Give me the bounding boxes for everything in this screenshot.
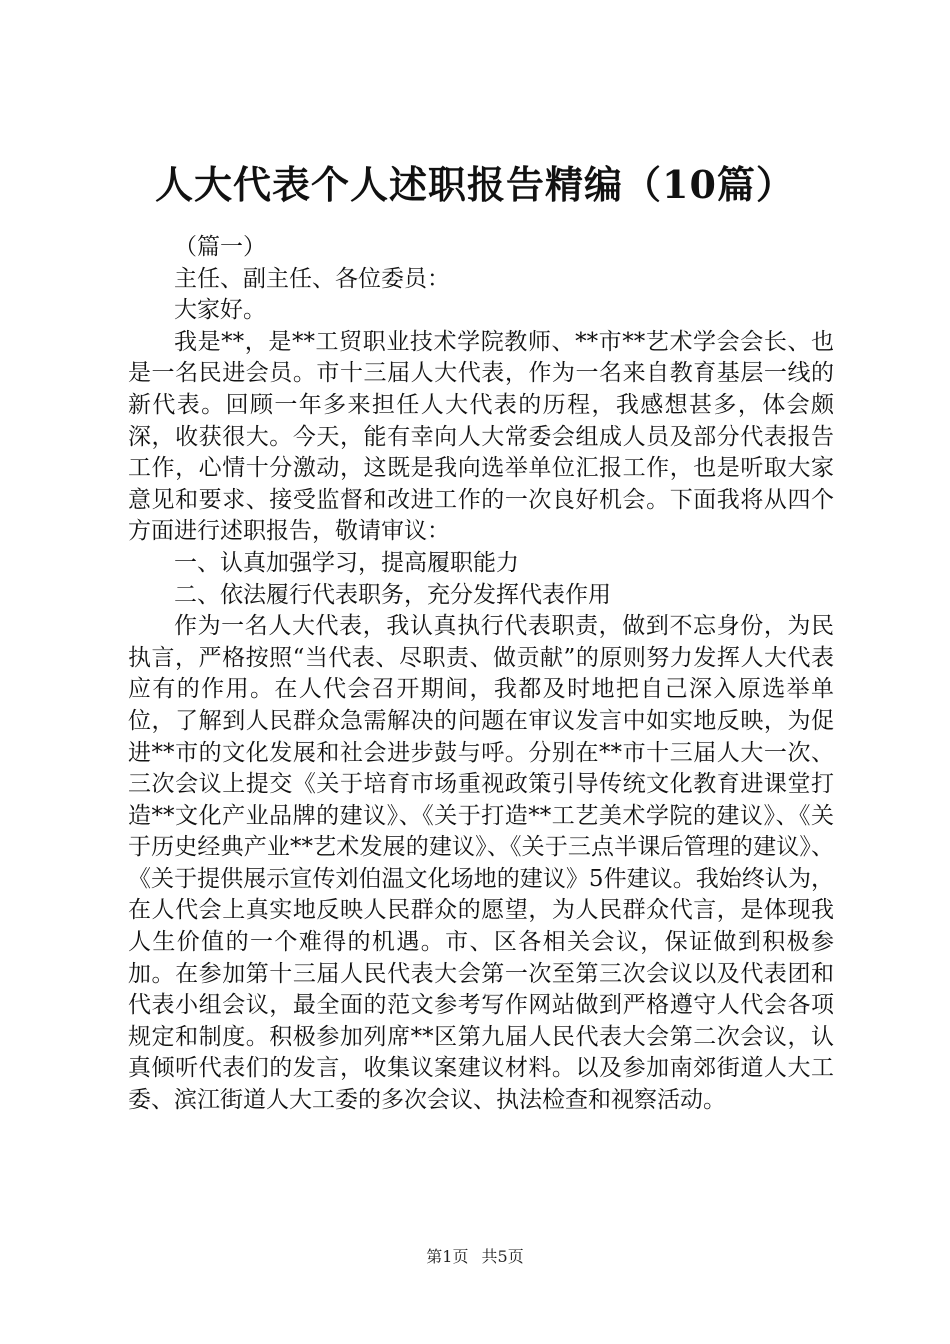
salutation: 主任、副主任、各位委员： bbox=[174, 265, 450, 292]
document-body bbox=[128, 232, 834, 1117]
intro-paragraph: 我是**，是**工贸职业技术学院教师、**市**艺术学会会长、也是一名民进会员。市十三届人大代表，作为一名来自教育基层一线的新代表。回顾一年多来担任人大代表的历程，我感想甚多，体会颇深，收获很大。今天，能有幸向人大常委会组成人员及部分代表报告工作，心情十分激动，这既是我向选举单位汇报工作，也是听取大家意见和要求、接受监督和改进工作的一次良好机会。下面我将从四个方面进行述职报告，敬请审议： bbox=[128, 328, 834, 545]
point-one-heading: 一、认真加强学习，提高履职能力 bbox=[174, 549, 519, 576]
document-title: 人大代表个人述职报告精编（10篇） bbox=[155, 162, 795, 207]
body-paragraph: 作为一名人大代表，我认真执行代表职责，做到不忘身份，为民执言，严格按照“当代表、尽职责、做贡献”的原则努力发挥人大代表应有的作用。在人代会召开期间，我都及时地把自己深入原选举单位，了解到人民群众急需解决的问题在审议发言中如实地反映，为促进**市的文化发展和社会进步鼓与呼。分别在**市十三届人大一次、三次会议上提交《关于培育市场重视政策引导传统文化教育进课堂打造**文化产业品牌的建议》、《关于打造**工艺美术学院的建议》、《关于历史经典产业**艺术发展的建议》、《关于三点半课后管理的建议》、《关于提供展示宣传刘伯温文化场地的建议》5件建议。我始终认为，在人代会上真实地反映人民群众的愿望，为人民群众代言，是体现我人生价值的一个难得的机遇。市、区各相关会议，保证做到积极参加。在参加第十三届人民代表大会第一次至第三次会议以及代表团和代表小组会议，最全面的范文参考写作网站做到严格遵守人代会各项规定和制度。积极参加列席**区第九届人民代表大会第二次会议，认真倾听代表们的发言，收集议案建议材料。以及参加南郊街道人大工委、滨江街道人大工委的多次会议、执法检查和视察活动。 bbox=[128, 613, 834, 1114]
greeting: 大家好。 bbox=[174, 297, 266, 324]
page-number: 第1页 bbox=[426, 1247, 469, 1266]
page-total: 共5页 bbox=[481, 1247, 524, 1266]
point-two-heading: 二、依法履行代表职务，充分发挥代表作用 bbox=[174, 581, 611, 608]
page-footer bbox=[0, 1244, 950, 1267]
section-heading: （篇一） bbox=[174, 234, 266, 260]
